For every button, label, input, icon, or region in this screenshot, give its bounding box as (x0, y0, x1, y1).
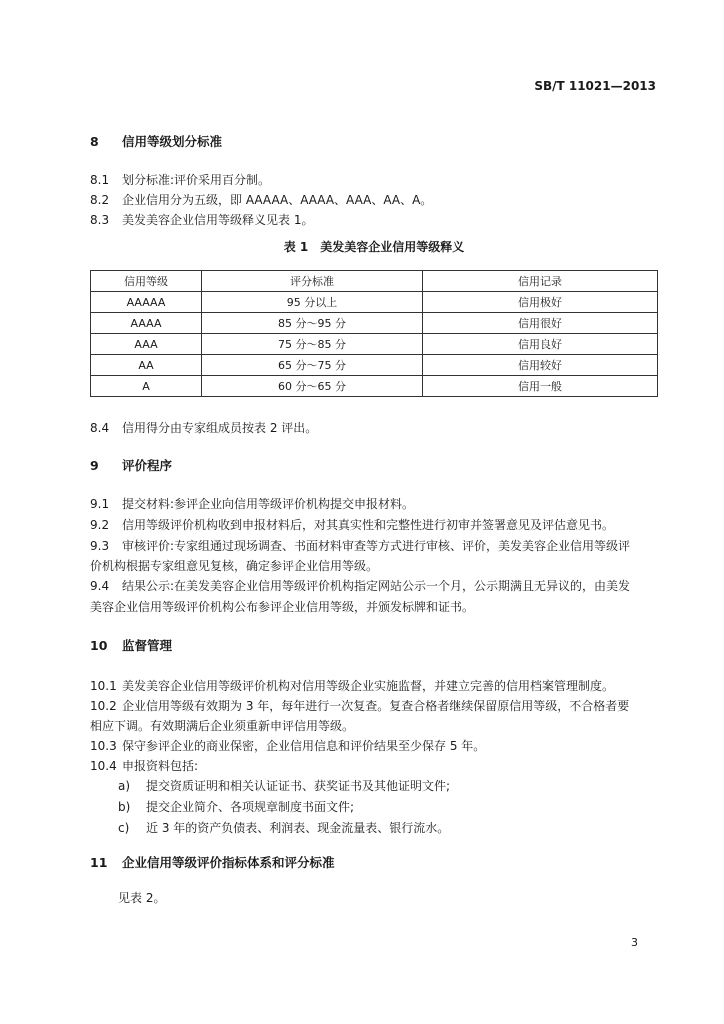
record-cell: 信用良好 (423, 334, 658, 355)
clause-9-2: 9.2 信用等级评价机构收到申报材料后，对其真实性和完整性进行初审并签署意见及评估意见书。 (90, 518, 615, 532)
clause-8-4: 8.4 信用得分由专家组成员按表 2 评出。 (90, 421, 318, 435)
list-item: a) 提交资质证明和相关认证证书、获奖证书及其他证明文件; (118, 779, 451, 793)
column-header: 评分标准 (202, 271, 423, 292)
clause-8-1: 8.1 划分标准:评价采用百分制。 (90, 173, 271, 187)
section-10-heading: 10 监督管理 (90, 638, 173, 653)
clause-9-1: 9.1 提交材料:参评企业向信用等级评价机构提交申报材料。 (90, 497, 415, 511)
table-row (91, 355, 658, 376)
list-item: c) 近 3 年的资产负债表、利润表、现金流量表、银行流水。 (118, 821, 450, 835)
clause-9-4-cont: 美容企业信用等级评价机构公布参评企业信用等级，并颁发标牌和证书。 (90, 600, 475, 614)
clause-8-2: 8.2 企业信用分为五级，即 AAAAA、AAAA、AAA、AA、A。 (90, 193, 433, 207)
table-1-caption: 表 1 美发美容企业信用等级释义 (283, 240, 465, 254)
clause-9-4: 9.4 结果公示:在美发美容企业信用等级评价机构指定网站公示一个月，公示期满且无异议的，由美发 (90, 579, 631, 593)
record-cell: 信用很好 (423, 313, 658, 334)
record-cell: 信用较好 (423, 355, 658, 376)
list-item: b) 提交企业简介、各项规章制度书面文件; (118, 800, 355, 814)
clause-9-3-cont: 价机构根据专家组意见复核，确定参评企业信用等级。 (90, 559, 379, 573)
clause-10-4: 10.4 申报资料包括: (90, 759, 199, 773)
score-cell: 85 分～95 分 (202, 313, 423, 334)
grade-cell: AAAAA (91, 292, 202, 313)
section-11-text: 见表 2。 (118, 891, 166, 905)
clause-10-2: 10.2 企业信用等级有效期为 3 年，每年进行一次复查。复查合格者继续保留原信用等级，不合格者要 (90, 699, 630, 713)
grade-cell: A (91, 376, 202, 397)
section-11-heading: 11 企业信用等级评价指标体系和评分标准 (90, 855, 335, 870)
clause-9-3: 9.3 审核评价:专家组通过现场调查、书面材料审查等方式进行审核、评价，美发美容企业信用等级评 (90, 539, 631, 553)
clause-10-3: 10.3 保守参评企业的商业保密，企业信用信息和评价结果至少保存 5 年。 (90, 739, 486, 753)
table-row (91, 313, 658, 334)
table-row (91, 334, 658, 355)
clause-10-2-cont: 相应下调。有效期满后企业须重新申评信用等级。 (90, 719, 355, 733)
grade-cell: AA (91, 355, 202, 376)
column-header: 信用等级 (91, 271, 202, 292)
column-header: 信用记录 (423, 271, 658, 292)
page-number: 3 (631, 936, 638, 949)
score-cell: 65 分～75 分 (202, 355, 423, 376)
grade-cell: AAAA (91, 313, 202, 334)
score-cell: 75 分～85 分 (202, 334, 423, 355)
record-cell: 信用极好 (423, 292, 658, 313)
clause-8-3: 8.3 美发美容企业信用等级释义见表 1。 (90, 213, 314, 227)
table-row (91, 376, 658, 397)
section-9-heading: 9 评价程序 (90, 458, 173, 473)
credit-grade-table (90, 270, 658, 397)
record-cell: 信用一般 (423, 376, 658, 397)
section-8-heading: 8 信用等级划分标准 (90, 134, 223, 149)
standard-number: SB/T 11021—2013 (534, 79, 656, 93)
clause-10-1: 10.1 美发美容企业信用等级评价机构对信用等级企业实施监督，并建立完善的信用档案管理制度。 (90, 679, 615, 693)
table-row (91, 292, 658, 313)
grade-cell: AAA (91, 334, 202, 355)
score-cell: 95 分以上 (202, 292, 423, 313)
table-header-row (91, 271, 658, 292)
score-cell: 60 分～65 分 (202, 376, 423, 397)
